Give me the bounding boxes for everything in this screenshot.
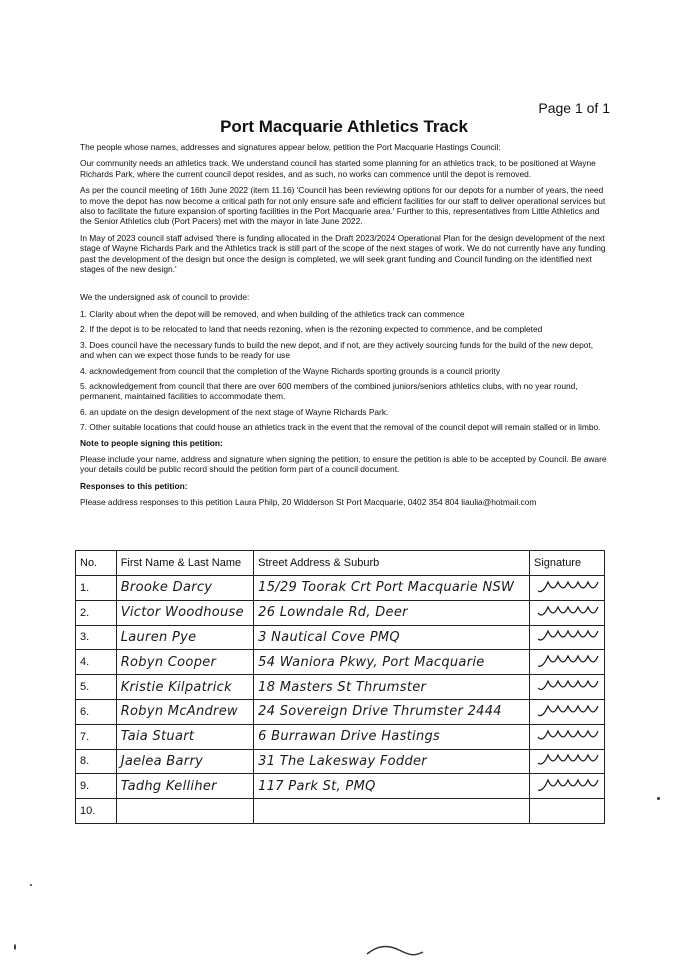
signer-name: Robyn Cooper [116,650,253,675]
signature-cell [530,724,605,749]
scan-mark [365,940,425,960]
signature-scribble [534,603,600,623]
signature-cell [530,625,605,650]
petition-title: Port Macquarie Athletics Track [220,117,468,136]
table-row [76,576,605,601]
responses-text: Please address responses to this petition Laura Philp, 20 Widderson St Port Macquarie, 0402 354 804 liaulia@hotmail.com [80,497,537,508]
signer-name: Brooke Darcy [116,576,253,601]
signature-scribble [534,776,600,796]
paragraph-3: In May of 2023 council staff advised 'there is funding allocated in the Draft 2023/2024 Operational Plan for the design development of the next stage of Wayne Richards Park and the Athletics track is still part of the scope of the next stages of work. We do not currently have any funding past the development of the design but once the design is completed, we will seek grant funding and Council funding on the identified next stages of the new design.' [80,232,606,275]
signature-cell [530,699,605,724]
ask-item: 5. acknowledgement from council that there are over 600 members of the combined juniors/seniors athletics clubs, with no year round, permanent, maintained facilities to accommodate them. [80,380,578,402]
table-row [76,749,605,774]
signer-address: 6 Burrawan Drive Hastings [254,724,530,749]
signature-cell [530,774,605,799]
signature-table [75,550,605,824]
header-name: First Name & Last Name [116,551,253,576]
signer-name [116,799,253,824]
header-signature: Signature [530,551,605,576]
row-number: 10. [76,799,117,824]
paragraph-2: As per the council meeting of 16th June 2022 (item 11.16) 'Council has been reviewing options for our depots for a number of years, the need to move the depot has now become a critical path for not only ensure safe and efficient facilities for our staff to deliver operational services but also to facilitate the future expansion of sporting facilities in the Port Macquarie area.' Further to this, representatives from Little Athletics and the Senior Athletics club (Port Pacers) met with the mayor in late June 2022. [80,185,606,227]
signer-name: Taia Stuart [116,724,253,749]
row-number: 8. [76,749,117,774]
ask-intro: We the undersigned ask of council to provide: [80,292,250,303]
signer-address: 54 Waniora Pkwy, Port Macquarie [254,650,530,675]
ask-item: 4. acknowledgement from council that the completion of the Wayne Richards sporting grounds is a council priority [80,365,501,376]
signature-cell [530,600,605,625]
row-number: 2. [76,600,117,625]
signature-scribble [534,727,600,747]
signer-address: 31 The Lakesway Fodder [254,749,530,774]
table-row [76,799,605,824]
signer-address: 18 Masters St Thrumster [254,675,530,700]
signature-scribble [534,751,600,771]
table-header-row [76,551,605,576]
signer-address: 117 Park St, PMQ [254,774,530,799]
table-row [76,650,605,675]
row-number: 3. [76,625,117,650]
signer-address: 3 Nautical Cove PMQ [254,625,530,650]
petition-body [80,142,608,514]
intro-text: The people whose names, addresses and signatures appear below, petition the Port Macquarie Hastings Council: [80,142,501,152]
table-row [76,699,605,724]
table-body [76,576,605,824]
signature-scribble [534,652,600,672]
responses-heading: Responses to this petition: [80,480,188,491]
row-number: 7. [76,724,117,749]
signer-address: 26 Lowndale Rd, Deer [254,600,530,625]
signer-name: Kristie Kilpatrick [116,675,253,700]
note-text: Please include your name, address and signature when signing the petition, to ensure the petition is able to be accepted by Council. Be aware your details could be public record should the petition form part of a council document. [80,453,607,475]
signer-address: 24 Sovereign Drive Thrumster 2444 [254,699,530,724]
signature-scribble [534,578,600,598]
page-number: Page 1 of 1 [538,100,610,116]
ask-item: 2. If the depot is to be relocated to land that needs rezoning, when is the rezoning expected to commence, and be completed [80,324,543,335]
signer-address: 15/29 Toorak Crt Port Macquarie NSW [254,576,530,601]
signer-name: Robyn McAndrew [116,699,253,724]
signer-name: Tadhg Kelliher [116,774,253,799]
signature-cell [530,799,605,824]
scan-speck [657,797,660,800]
signer-name: Victor Woodhouse [116,600,253,625]
signature-scribble [534,677,600,697]
signer-name: Jaelea Barry [116,749,253,774]
ask-item: 3. Does council have the necessary funds to build the new depot, and if not, are they actively sourcing funds for the build of the new depot, and when can we expect those funds to be ready for use [80,339,594,361]
signature-scribble [534,702,600,722]
row-number: 5. [76,675,117,700]
paragraph-1: Our community needs an athletics track. We understand council has started some planning for an athletics track, to be positioned at Wayne Richards Park, where the current council depot resides, and as such, no works can commence until the depot is removed. [80,158,596,179]
signature-table-wrapper [75,550,605,824]
signer-address [254,799,530,824]
row-number: 6. [76,699,117,724]
signature-scribble [534,627,600,647]
signature-cell [530,576,605,601]
signer-name: Lauren Pye [116,625,253,650]
table-row [76,625,605,650]
ask-item: 6. an update on the design development of the next stage of Wayne Richards Park. [80,406,389,417]
row-number: 4. [76,650,117,675]
header-no: No. [76,551,117,576]
scan-speck [14,944,16,950]
row-number: 1. [76,576,117,601]
table-row [76,774,605,799]
signature-cell [530,675,605,700]
table-row [76,600,605,625]
table-row [76,675,605,700]
ask-list [80,309,608,433]
row-number: 9. [76,774,117,799]
note-heading: Note to people signing this petition: [80,437,223,448]
signature-cell [530,749,605,774]
ask-item: 7. Other suitable locations that could house an athletics track in the event that the removal of the council depot will remain stalled or in limbo. [80,422,601,433]
ask-item: 1. Clarity about when the depot will be removed, and when building of the athletics track can commence [80,308,465,319]
signature-cell [530,650,605,675]
header-address: Street Address & Suburb [254,551,530,576]
table-row [76,724,605,749]
scan-speck [30,884,32,886]
